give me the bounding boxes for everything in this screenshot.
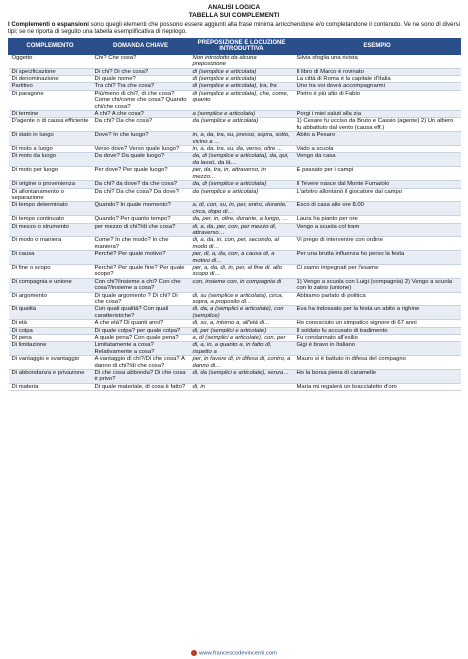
cell-preposizione: di, da (semplici e articolate), senza… (190, 370, 294, 384)
cell-domanda: Chi? Che cosa? (92, 54, 190, 68)
cell-domanda: Di chi? Di che cosa? (92, 68, 190, 75)
cell-esempio: Fu condannato all'esilio (294, 335, 461, 342)
cell-preposizione: per, da, tra, in, attraverso, in mezzo… (190, 167, 294, 181)
table-row (9, 335, 461, 342)
cell-domanda: Di quale colpa? per quale colpa? (92, 327, 190, 334)
document-title (8, 4, 460, 19)
table-row (9, 68, 461, 75)
cell-domanda: Di quale argomento ? Di chi? Di che cosa? (92, 292, 190, 306)
table-row (9, 90, 461, 110)
header-complemento: COMPLEMENTO (9, 38, 92, 54)
cell-domanda: A quale pena? Con quale pena? (92, 335, 190, 342)
cell-esempio: L'arbitro allontanò il giocatore dal campo (294, 188, 461, 202)
cell-complemento: Di tempo determinato (9, 202, 92, 216)
table-row (9, 370, 461, 384)
cell-esempio: Il libro di Marco è rovinato (294, 68, 461, 75)
cell-complemento: Di colpa (9, 327, 92, 334)
cell-complemento: Di specificazione (9, 68, 92, 75)
cell-domanda: Per dove? Per quale luogo? (92, 167, 190, 181)
cell-domanda: Di che cosa abbonda? Di che cosa è privo? (92, 370, 190, 384)
cell-esempio: 1) Vengo a scuola con Luigi (compagnia) 2) Vengo a scuola con lo zaino (unione) (294, 278, 461, 292)
cell-esempio: Ci siamo impegnati per l'esame (294, 264, 461, 278)
cell-complemento: Di abbondanza e privazione (9, 370, 92, 384)
cell-preposizione: da (semplice e articolata) (190, 188, 294, 202)
cell-preposizione: da, per, in, oltre, durante, a lungo, … (190, 216, 294, 223)
cell-esempio: Porgi i miei saluti alla zia (294, 111, 461, 118)
table-row (9, 237, 461, 251)
cell-complemento: Di termine (9, 111, 92, 118)
table-row (9, 327, 461, 334)
cell-complemento: Di vantaggio e svantaggio (9, 356, 92, 370)
cell-domanda: Tra chi? Tra che cosa? (92, 83, 190, 90)
cell-preposizione: a (semplice e articolata) (190, 111, 294, 118)
cell-domanda: Quando? In quale momento? (92, 202, 190, 216)
intro-bold: I Complementi o espansioni (8, 21, 89, 29)
cell-preposizione: da (semplice e articolata) (190, 118, 294, 132)
cell-preposizione: da, di (semplice e articolata) (190, 181, 294, 188)
table-row (9, 83, 461, 90)
cell-preposizione: di (semplice e articolata) (190, 68, 294, 75)
cell-domanda: Di quale materiale, di cosa è fatto? (92, 383, 190, 390)
cell-preposizione: di (semplice e articolata), tra, fra (190, 83, 294, 90)
table-row (9, 54, 461, 68)
table-row (9, 264, 461, 278)
table-row (9, 202, 461, 216)
cell-complemento: Di argomento (9, 292, 92, 306)
table-row (9, 188, 461, 202)
cell-domanda: Limitatamente a cosa? Relativamente a cosa? (92, 342, 190, 356)
cell-domanda: Da chi? da dove? da che cosa? (92, 181, 190, 188)
table-row (9, 383, 461, 390)
cell-preposizione: di, a, in, a quanto a, in fatto di, rispetto a (190, 342, 294, 356)
cell-complemento: Di fine o scopo (9, 264, 92, 278)
table-header-row (9, 38, 461, 54)
cell-preposizione: in, a, da, tra, su, da, verso, oltre … (190, 146, 294, 153)
cell-complemento: D'agente o di causa efficiente (9, 118, 92, 132)
cell-complemento: Partitivo (9, 83, 92, 90)
cell-preposizione: per, di, a, da, con, a causa di, a motivo di… (190, 251, 294, 265)
cell-preposizione: di, su (semplice e articolata), circa, sopra, a proposito di… (190, 292, 294, 306)
table-row (9, 167, 461, 181)
table-row (9, 132, 461, 146)
cell-complemento: Di moto per luogo (9, 167, 92, 181)
table-row (9, 223, 461, 237)
cell-domanda: Da chi? Da che cosa? Da dove? (92, 188, 190, 202)
cell-domanda: Con quali qualità? Con quali caratteristiche? (92, 306, 190, 320)
cell-esempio: Maria mi regalerà un braccialetto d'oro (294, 383, 461, 390)
cell-preposizione: di, da, a (semplici e articolate), con (semplice) (190, 306, 294, 320)
cell-preposizione: di (semplice e articolata), che, come, quanto (190, 90, 294, 110)
table-body (9, 54, 461, 391)
cell-esempio: Pietro è più alto di Fabio (294, 90, 461, 110)
cell-esempio: Vengo da casa (294, 153, 461, 167)
cell-complemento: Di allontanamento o separazione (9, 188, 92, 202)
cell-preposizione: di, a, da, in, con, per, secondo, al modo di… (190, 237, 294, 251)
cell-domanda: Da dove? Da quale luogo? (92, 153, 190, 167)
cell-complemento: Di denominazione (9, 76, 92, 83)
cell-preposizione: di, per (semplici e articolate) (190, 327, 294, 334)
cell-complemento: Di tempo continuato (9, 216, 92, 223)
cell-domanda: Dove? In che luogo? (92, 132, 190, 146)
cell-esempio: Vi prego di intervenire con ordine (294, 237, 461, 251)
footer-url[interactable]: www.francescodevincenti.com (199, 651, 277, 657)
cell-preposizione: a, di (semplici e articolate), con, per (190, 335, 294, 342)
cell-preposizione: in, a, da, tra, su, presso, sopra, sotto, vicino a … (190, 132, 294, 146)
cell-domanda: A chi? A che cosa? (92, 111, 190, 118)
cell-domanda: Perché? Per quale fine? Per quale scopo? (92, 264, 190, 278)
cell-complemento: Di causa (9, 251, 92, 265)
cell-preposizione: di, a, da, per, con, per mezzo di, attraverso… (190, 223, 294, 237)
cell-esempio: Mauro si è battuto in difesa del compagno (294, 356, 461, 370)
cell-esempio: Il soldato fu accusato di tradimento (294, 327, 461, 334)
cell-preposizione: da, di (semplice e articolata), da, qui, da lassù, da là… (190, 153, 294, 167)
cell-complemento: Di età (9, 320, 92, 327)
table-row (9, 320, 461, 327)
cell-domanda: Con chi?/insieme a chi? Con che cosa?/insieme a cosa? (92, 278, 190, 292)
globe-icon (191, 650, 197, 656)
cell-esempio: Esco di casa alle ore 8.00 (294, 202, 461, 216)
table-row (9, 146, 461, 153)
header-preposizione: PREPOSIZIONE E LOCUZIONE INTRODUTTIVA (190, 38, 294, 54)
cell-complemento: Di moto da luogo (9, 153, 92, 167)
table-row (9, 342, 461, 356)
table-row (9, 111, 461, 118)
complements-table (8, 38, 461, 392)
cell-esempio: Ho la borsa piena di caramelle (294, 370, 461, 384)
cell-esempio: Abito a Pesaro (294, 132, 461, 146)
cell-esempio: Uno tra voi dovrà accompagnarmi (294, 83, 461, 90)
table-row (9, 251, 461, 265)
cell-complemento: Di origine o provenienza (9, 181, 92, 188)
header-esempio: ESEMPIO (294, 38, 461, 54)
cell-domanda: A che età? Di quanti anni? (92, 320, 190, 327)
cell-esempio: Vado a scuola (294, 146, 461, 153)
cell-complemento: Di mezzo o strumento (9, 223, 92, 237)
cell-domanda: Perché? Per quale motivo? (92, 251, 190, 265)
cell-complemento: Di modo o maniera (9, 237, 92, 251)
cell-esempio: Vengo a scuola col tram (294, 223, 461, 237)
footer (0, 650, 468, 657)
table-row (9, 216, 461, 223)
cell-complemento: Oggetto (9, 54, 92, 68)
cell-preposizione: di, su, a, intorno a, all'età di… (190, 320, 294, 327)
table-row (9, 278, 461, 292)
cell-esempio: Laura ha pianto per ore (294, 216, 461, 223)
cell-complemento: Di limitazione (9, 342, 92, 356)
cell-domanda: per mezzo di chi?/di che cosa? (92, 223, 190, 237)
intro-text: sono quegli elementi che possono essere aggiunti alla frase minima arricchendone e/o completandone il contenuto. Ve ne sono di diversi tipi; se ne riporta di seguito una tabella esemplificativa di riepilogo. (8, 21, 460, 36)
cell-preposizione: di (semplice e articolata) (190, 76, 294, 83)
cell-preposizione: a, di, con, su, in, per, entro, durante, circa, dopo di… (190, 202, 294, 216)
title-line-1: ANALISI LOGICA (207, 4, 261, 11)
table-row (9, 356, 461, 370)
cell-esempio: 1) Cesare fu ucciso da Bruto e Cassio (agente) 2) Un albero fu abbattuto dal vento (causa eff.) (294, 118, 461, 132)
table-row (9, 153, 461, 167)
cell-esempio: Silvia sfoglia una rivista (294, 54, 461, 68)
table-row (9, 118, 461, 132)
cell-domanda: Più/meno di chi?, di che cosa? Come chi/come che cosa? Quando chi/che cosa? (92, 90, 190, 110)
cell-esempio: Gigi è bravo in Italiano (294, 342, 461, 356)
table-row (9, 292, 461, 306)
cell-domanda: Verso dove? Verso quale luogo? (92, 146, 190, 153)
cell-complemento: Di compagnia e unione (9, 278, 92, 292)
cell-esempio: È passato per i campi (294, 167, 461, 181)
title-line-2: TABELLA SUI COMPLEMENTI (188, 11, 280, 19)
cell-complemento: Di stato in luogo (9, 132, 92, 146)
cell-complemento: Di moto a luogo (9, 146, 92, 153)
cell-esempio: Ho conosciuto un simpatico signore di 67 anni (294, 320, 461, 327)
cell-complemento: Di pena (9, 335, 92, 342)
cell-domanda: Quando? Per quanto tempo? (92, 216, 190, 223)
cell-esempio: Il Tevere nasce dal Monte Fumaiolo (294, 181, 461, 188)
table-row (9, 306, 461, 320)
cell-complemento: Di paragone (9, 90, 92, 110)
cell-domanda: Da chi? Da che cosa? (92, 118, 190, 132)
header-domanda: DOMANDA CHIAVE (92, 38, 190, 54)
table-row (9, 76, 461, 83)
cell-preposizione: per, a, da, di, in, per, al fine di, allo scopo di… (190, 264, 294, 278)
cell-esempio: Per una brutta influenza ho perso la festa (294, 251, 461, 265)
cell-complemento: Di qualità (9, 306, 92, 320)
cell-esempio: Eva ha indossato per la festa un abito a righine (294, 306, 461, 320)
cell-esempio: Abbiamo parlato di politica (294, 292, 461, 306)
table-row (9, 181, 461, 188)
cell-preposizione: con, insieme con, in compagnia di (190, 278, 294, 292)
cell-preposizione: Non introdotto da alcuna preposizione (190, 54, 294, 68)
cell-preposizione: per, in favore di, in difesa di, contro, a danno di… (190, 356, 294, 370)
cell-esempio: La città di Roma è la capitale d'Italia (294, 76, 461, 83)
intro-paragraph (8, 21, 460, 36)
cell-domanda: Come? In che modo? In che maniera? (92, 237, 190, 251)
cell-domanda: Di quale nome? (92, 76, 190, 83)
cell-domanda: A vantaggio di chi?/Di che cosa? A danno di chi?/di che cosa? (92, 356, 190, 370)
cell-complemento: Di materia (9, 383, 92, 390)
cell-preposizione: di, in (190, 383, 294, 390)
